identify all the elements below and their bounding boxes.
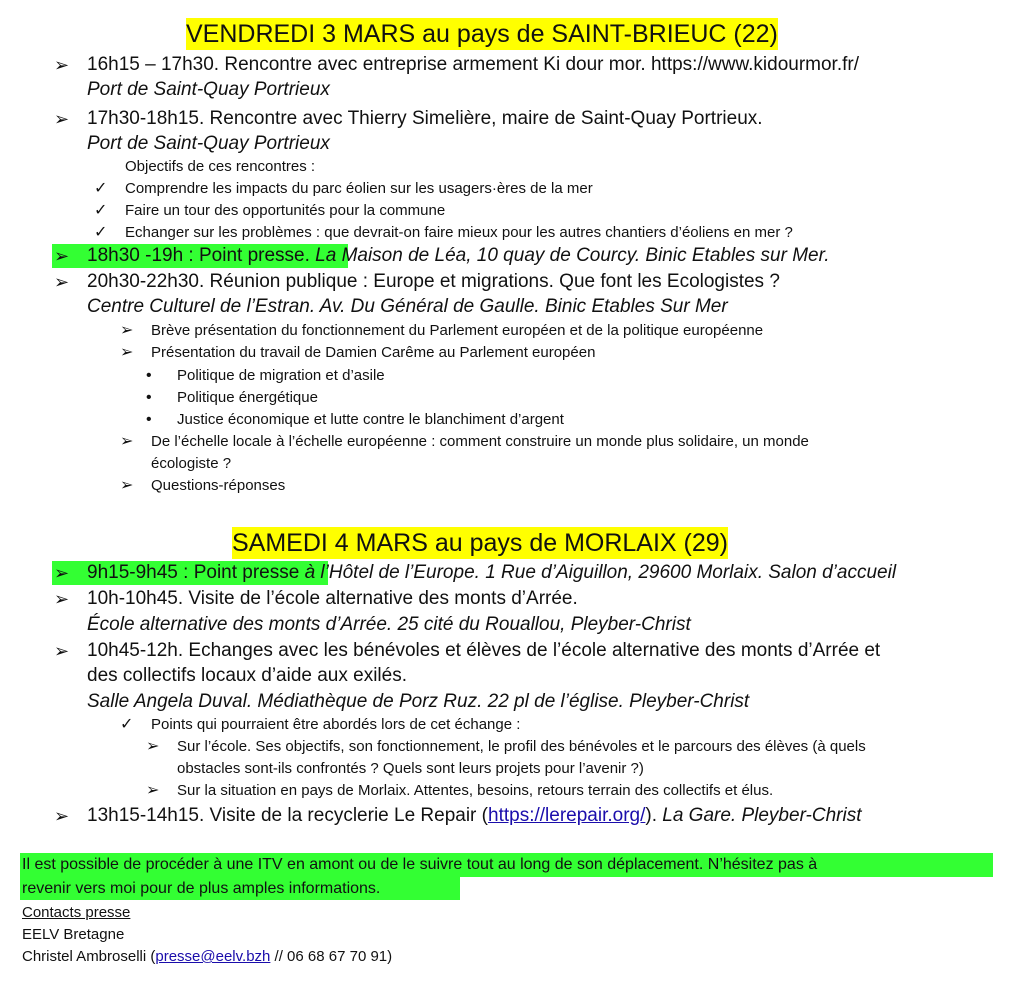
objective-item: Faire un tour des opportunités pour la commune xyxy=(125,202,446,219)
check-icon: ✓ xyxy=(94,202,108,219)
item4-place: La Gare. Pleyber-Christ xyxy=(662,805,862,826)
arrow-bullet-icon: ➢ xyxy=(120,433,134,450)
sub-item: Présentation du travail de Damien Carême au Parlement européen xyxy=(151,344,596,361)
day1-item4-place: Centre Culturel de l’Estran. Av. Du Général de Gaulle. Binic Etables Sur Mer xyxy=(87,296,728,317)
contact-phone: // 06 68 67 70 91) xyxy=(270,948,393,965)
day2-item4 xyxy=(87,804,862,828)
arrow-bullet-icon: ➢ xyxy=(54,589,70,609)
day2-item2: 10h-10h45. Visite de l’école alternative des monts d’Arrée. xyxy=(87,588,578,609)
check-icon: ✓ xyxy=(120,716,134,733)
contact-line xyxy=(22,946,392,968)
sub-item: Sur la situation en pays de Morlaix. Attentes, besoins, retours terrain des collectifs et élus. xyxy=(177,782,774,799)
sub-item: Brève présentation du fonctionnement du Parlement européen et de la politique européenne xyxy=(151,322,764,339)
arrow-bullet-icon: ➢ xyxy=(120,322,134,339)
arrow-bullet-icon: ➢ xyxy=(120,344,134,361)
sub-item: De l’échelle locale à l’échelle européenne : comment construire un monde plus solidaire, un monde xyxy=(151,433,809,450)
sub-item: Sur l’école. Ses objectifs, son fonctionnement, le profil des bénévoles et le parcours des élèves (à quels xyxy=(177,738,866,755)
notice-line2: revenir vers moi pour de plus amples informations. xyxy=(22,880,381,897)
press-point-label: 9h15-9h45 : Point presse xyxy=(87,562,300,583)
sub-item-continued: obstacles sont-ils confrontés ? Quels sont leurs projets pour l’avenir ?) xyxy=(177,760,644,777)
day1-item2-place: Port de Saint-Quay Portrieux xyxy=(87,133,330,154)
check-icon: ✓ xyxy=(94,224,108,241)
contacts-heading: Contacts presse xyxy=(22,904,131,921)
arrow-bullet-icon: ➢ xyxy=(120,477,134,494)
day2-item1 xyxy=(87,561,896,585)
email-link[interactable]: presse@eelv.bzh xyxy=(155,948,271,965)
day1-item2: 17h30-18h15. Rencontre avec Thierry Simelière, maire de Saint-Quay Portrieux. xyxy=(87,108,763,129)
day2-item3-continued: des collectifs locaux d’aide aux exilés. xyxy=(87,665,408,686)
arrow-bullet-icon: ➢ xyxy=(54,272,70,292)
day1-item4: 20h30-22h30. Réunion publique : Europe et migrations. Que font les Ecologistes ? xyxy=(87,271,780,292)
arrow-bullet-icon: ➢ xyxy=(54,55,70,75)
press-point-place: à l’Hôtel de l’Europe. 1 Rue d’Aiguillon, 29600 Morlaix. Salon d’accueil xyxy=(299,562,897,583)
sub-item: Questions-réponses xyxy=(151,477,286,494)
arrow-bullet-icon: ➢ xyxy=(54,563,70,583)
bullet-icon: • xyxy=(146,367,152,384)
day1-item1-place: Port de Saint-Quay Portrieux xyxy=(87,79,330,100)
arrow-bullet-icon: ➢ xyxy=(54,641,70,661)
arrow-bullet-icon: ➢ xyxy=(54,109,70,129)
press-point-label: 18h30 -19h : Point presse. xyxy=(87,245,310,266)
day1-title: VENDREDI 3 MARS au pays de SAINT-BRIEUC (22) xyxy=(186,20,778,48)
day1-item3 xyxy=(87,244,829,268)
bullet-item: Politique de migration et d’asile xyxy=(177,367,385,384)
notice-line1: Il est possible de procéder à une ITV en amont ou de le suivre tout au long de son déplacement. N’hésitez pas à xyxy=(22,856,818,873)
day2-item2-place: École alternative des monts d’Arrée. 25 cité du Rouallou, Pleyber-Christ xyxy=(87,614,691,635)
day2-item3: 10h45-12h. Echanges avec les bénévoles et élèves de l’école alternative des monts d’Arrée et xyxy=(87,640,881,661)
org-name: EELV Bretagne xyxy=(22,926,125,943)
contact-name: Christel Ambroselli ( xyxy=(22,948,156,965)
arrow-bullet-icon: ➢ xyxy=(146,738,160,755)
objective-item: Comprendre les impacts du parc éolien sur les usagers·ères de la mer xyxy=(125,180,593,197)
check-item: Points qui pourraient être abordés lors de cet échange : xyxy=(151,716,521,733)
arrow-bullet-icon: ➢ xyxy=(54,806,70,826)
check-icon: ✓ xyxy=(94,180,108,197)
objectives-heading: Objectifs de ces rencontres : xyxy=(125,158,316,175)
bullet-icon: • xyxy=(146,389,152,406)
day1-item1: 16h15 – 17h30. Rencontre avec entreprise armement Ki dour mor. https://www.kidourmor.fr/ xyxy=(87,54,859,75)
lerepair-link[interactable]: https://lerepair.org/ xyxy=(488,805,646,826)
day2-item3-place: Salle Angela Duval. Médiathèque de Porz Ruz. 22 pl de l’église. Pleyber-Christ xyxy=(87,691,750,712)
bullet-icon: • xyxy=(146,411,152,428)
arrow-bullet-icon: ➢ xyxy=(54,246,70,266)
item4-text: 13h15-14h15. Visite de la recyclerie Le Repair ( xyxy=(87,805,488,826)
objective-item: Echanger sur les problèmes : que devrait-on faire mieux pour les autres chantiers d’éoliens en mer ? xyxy=(125,224,793,241)
day2-title: SAMEDI 4 MARS au pays de MORLAIX (29) xyxy=(232,529,729,557)
press-point-place: La Maison de Léa, 10 quay de Courcy. Binic Etables sur Mer. xyxy=(315,245,830,266)
arrow-bullet-icon: ➢ xyxy=(146,782,160,799)
bullet-item: Politique énergétique xyxy=(177,389,318,406)
sub-item-continued: écologiste ? xyxy=(151,455,232,472)
bullet-item: Justice économique et lutte contre le blanchiment d’argent xyxy=(177,411,564,428)
item4-text-after: ). xyxy=(645,805,663,826)
